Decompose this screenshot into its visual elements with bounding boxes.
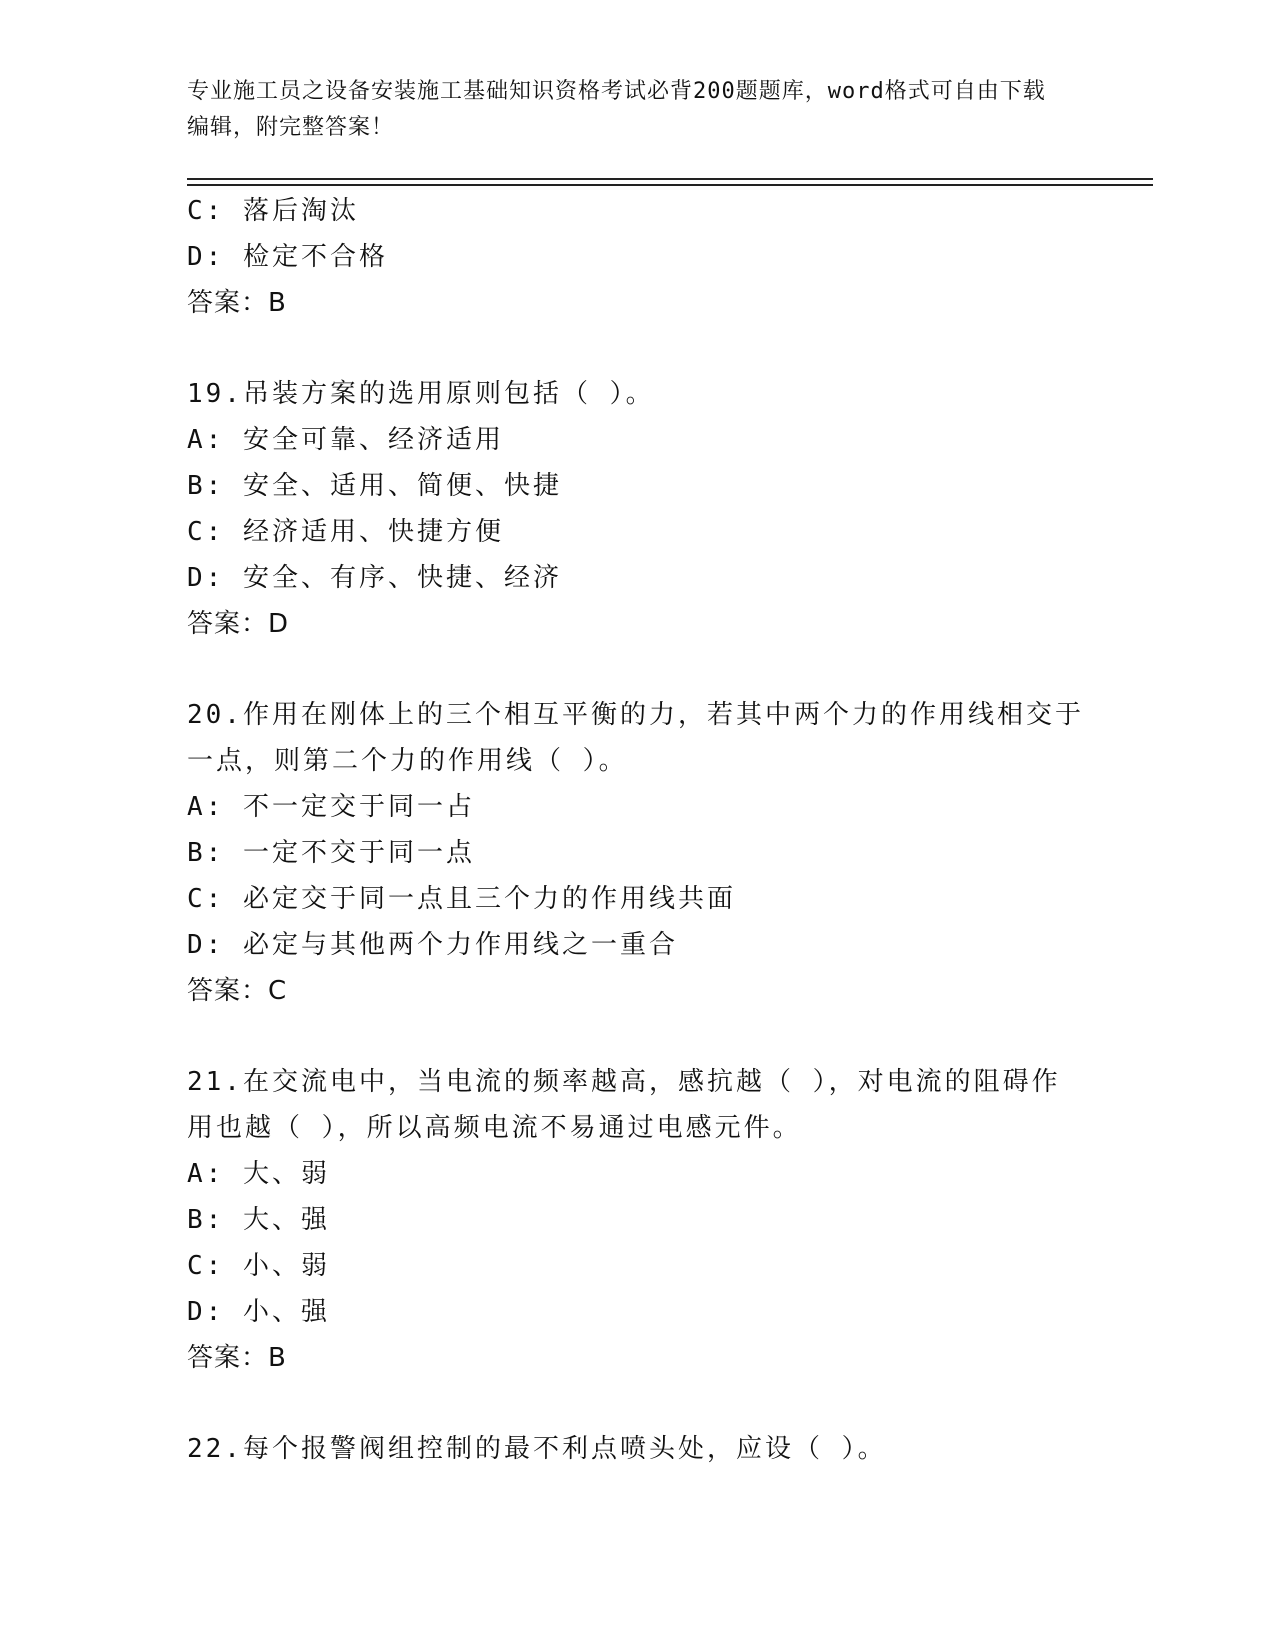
answer-line: 答案：D	[187, 609, 290, 639]
question-stem-line-2: 一点，则第二个力的作用线（ ）。	[187, 746, 628, 776]
option-d: D: 必定与其他两个力作用线之一重合	[187, 930, 678, 960]
document-header: 专业施工员之设备安装施工基础知识资格考试必背200题题库，word格式可自由下载编辑，附完整答案！	[187, 79, 1046, 140]
option-a: A: 不一定交于同一占	[187, 792, 475, 822]
question-stem-line-1: 21.在交流电中，当电流的频率越高，感抗越（ ），对电流的阻碍作	[187, 1067, 1061, 1097]
option-d: D: 小、强	[187, 1297, 330, 1327]
question-stem-line-2: 用也越（ ），所以高频电流不易通过电感元件。	[187, 1113, 802, 1143]
option-b: B: 安全、适用、简便、快捷	[187, 471, 562, 501]
option-d: D: 安全、有序、快捷、经济	[187, 563, 562, 593]
question-21	[187, 1059, 1127, 1381]
spacer	[187, 647, 1127, 692]
option-b: B: 大、强	[187, 1205, 330, 1235]
answer-line: 答案：B	[187, 288, 287, 318]
option-c: C: 小、弱	[187, 1251, 330, 1281]
question-20	[187, 692, 1127, 1014]
option-c: C: 落后淘汰	[187, 196, 359, 226]
header-rule-bottom	[187, 184, 1153, 186]
spacer	[187, 326, 1127, 371]
option-a: A: 大、弱	[187, 1159, 330, 1189]
spacer	[187, 1381, 1127, 1426]
option-d: D: 检定不合格	[187, 242, 388, 272]
document-body	[187, 188, 1127, 1472]
option-a: A: 安全可靠、经济适用	[187, 425, 504, 455]
option-c: C: 经济适用、快捷方便	[187, 517, 504, 547]
option-c: C: 必定交于同一点且三个力的作用线共面	[187, 884, 736, 914]
carryover-block	[187, 188, 1127, 326]
answer-line: 答案：B	[187, 1343, 287, 1373]
question-19	[187, 371, 1127, 647]
question-stem: 19.吊装方案的选用原则包括（ ）。	[187, 379, 655, 409]
answer-line: 答案：C	[187, 976, 288, 1006]
question-22	[187, 1426, 1127, 1472]
question-stem: 22.每个报警阀组控制的最不利点喷头处，应设（ ）。	[187, 1434, 887, 1464]
header-rule-top	[187, 178, 1153, 180]
question-stem-line-1: 20.作用在刚体上的三个相互平衡的力，若其中两个力的作用线相交于	[187, 700, 1084, 730]
option-b: B: 一定不交于同一点	[187, 838, 475, 868]
spacer	[187, 1014, 1127, 1059]
